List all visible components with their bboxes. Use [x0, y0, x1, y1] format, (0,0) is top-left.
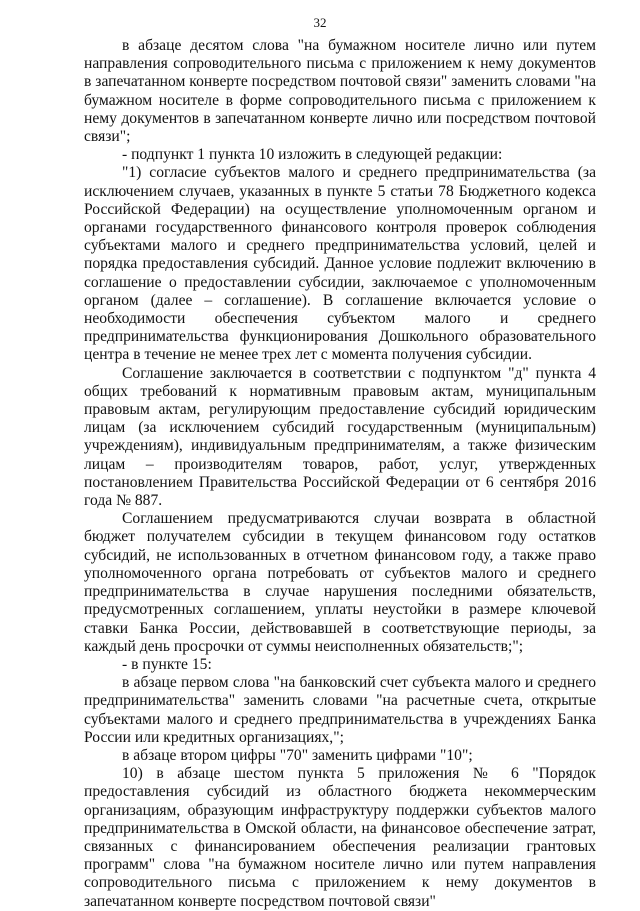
paragraph-subpoint-1: - подпункт 1 пункта 10 изложить в следующей редакции: [122, 146, 503, 164]
document-body [84, 37, 596, 911]
page-number: 32 [313, 15, 327, 30]
paragraph-first-abzac: в абзаце первом слова "на банковский счет субъекта малого и среднего предпринимательства" заменить словами "на расчетные счета, открытые субъектами малого и среднего предпринимательства в учреждениях Банка России или кредитных организациях,"; [84, 674, 596, 746]
paragraph-point-15: - в пункте 15: [122, 655, 212, 673]
paragraph-item-10: 10) в абзаце шестом пункта 5 приложения № 6 "Порядок предоставления субсидий из областного бюджета некоммерческим организациям, образующим инфраструктуру поддержки субъектов малого предпринимательства в Омской области, на финансовое обеспечение затрат, связанных с финансированием обеспечения реализации грантовых программ" слова "на бумажном носителе лично или путем направления сопроводительного письма с приложением к нему документов в запечатанном конверте посредством почтовой связи" [84, 765, 596, 910]
paragraph-consent: "1) согласие субъектов малого и среднего предпринимательства (за исключением случаев, указанных в пункте 5 статьи 78 Бюджетного кодекса Российской Федерации) на осуществление уполномоченным органом и органами государственного финансового контроля проверок соблюдения субъектами малого и среднего предпринимательства условий, целей и порядка предоставления субсидий. Данное условие подлежит включению в соглашение о предоставлении субсидии, заключаемое с уполномоченным органом (далее – соглашение). В соглашение включается условие о необходимости обеспечения субъектом малого и среднего предпринимательства функционирования Дошкольного образовательного центра в течение не менее трех лет с момента получения субсидии. [84, 164, 596, 364]
paragraph-agreement: Соглашение заключается в соответствии с подпунктом "д" пункта 4 общих требований к нормативным правовым актам, муниципальным правовым актам, регулирующим предоставление субсидий юридическим лицам (за исключением субсидий государственным (муниципальным) учреждениям), индивидуальным предпринимателям, а также физическим лицам – производителям товаров, работ, услуг, утвержденных постановлением Правительства Российской Федерации от 6 сентября 2016 года № 887. [84, 364, 596, 510]
paragraph-abzac-10: в абзаце десятом слова "на бумажном носителе лично или путем направления сопроводительного письма с приложением к нему документов в запечатанном конверте посредством почтовой связи" заменить словами "на бумажном носителе в форме сопроводительного письма с приложением к нему документов в запечатанном конверте лично или посредством почтовой связи"; [84, 37, 596, 146]
paragraph-second-abzac: в абзаце втором цифры "70" заменить цифрами "10"; [122, 746, 473, 764]
paragraph-refund: Соглашением предусматриваются случаи возврата в областной бюджет получателем субсидии в текущем финансовом году остатков субсидий, не использованных в отчетном финансовом году, а также право уполномоченного органа потребовать от субъектов малого и среднего предпринимательства в случае нарушения последними обязательств, предусмотренных соглашением, уплаты неустойки в размере ключевой ставки Банка России, действовавшей в соответствующие периоды, за каждый день просрочки от суммы неисполненных обязательств;"; [84, 510, 596, 655]
